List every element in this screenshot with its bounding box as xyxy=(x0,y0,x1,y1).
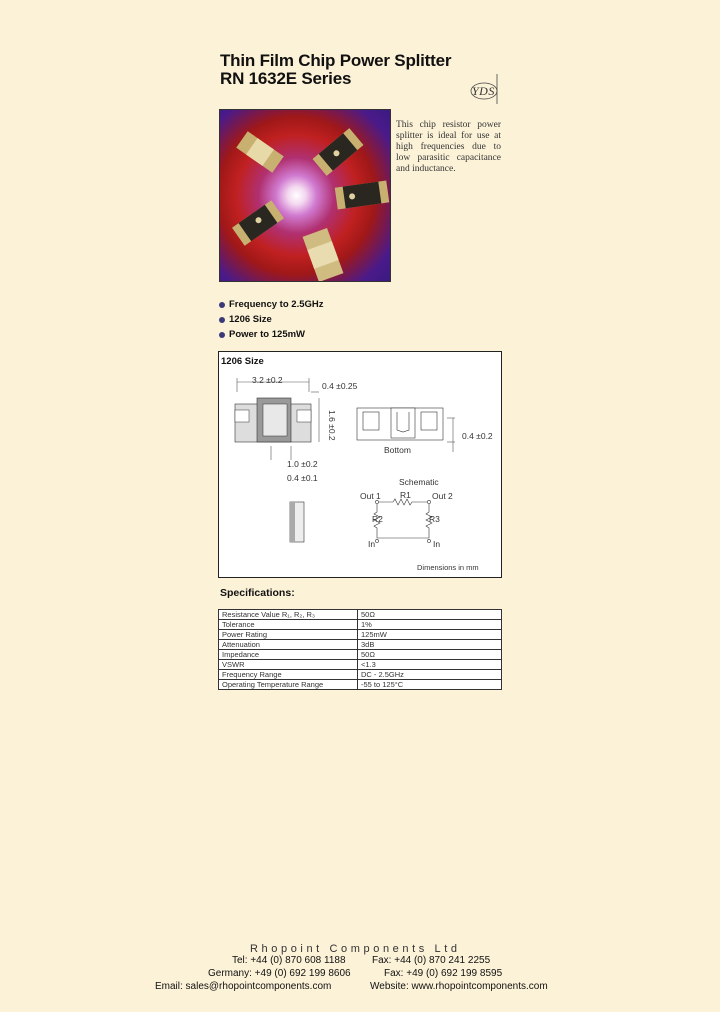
table-row xyxy=(219,670,502,680)
de-tel: Germany: +49 (0) 692 199 8606 xyxy=(208,968,351,979)
spec-value: 1% xyxy=(358,620,502,630)
email-link[interactable]: Email: sales@rhopointcomponents.com xyxy=(155,981,332,992)
pad-top-label: 0.4 ±0.25 xyxy=(322,381,358,391)
feature-item xyxy=(219,312,324,327)
spec-param: Power Rating xyxy=(219,630,358,640)
in-right-label: In xyxy=(433,539,441,549)
uk-fax: Fax: +44 (0) 870 241 2255 xyxy=(372,955,491,966)
spec-value: 125mW xyxy=(358,630,502,640)
de-fax: Fax: +49 (0) 692 199 8595 xyxy=(384,968,503,979)
dimension-drawing xyxy=(218,351,502,578)
feature-list xyxy=(219,297,324,342)
chip-top-left xyxy=(236,131,284,173)
website-link[interactable]: Website: www.rhopointcomponents.com xyxy=(370,981,548,992)
bottom-pad-center xyxy=(391,408,415,438)
feature-item xyxy=(219,327,324,342)
bottom-pad-left xyxy=(363,412,379,430)
feature-power: Power to 125mW xyxy=(229,329,306,340)
chip-right xyxy=(335,180,390,209)
dimension-svg xyxy=(219,352,501,577)
width-label: 1.6 ±0.2 xyxy=(327,410,337,441)
product-photo xyxy=(219,109,391,282)
chip-left xyxy=(232,200,284,246)
r2-label: R2 xyxy=(372,514,383,524)
schematic-label: Schematic xyxy=(399,477,439,487)
title-line-1: Thin Film Chip Power Splitter xyxy=(220,51,452,70)
spec-value: <1.3 xyxy=(358,660,502,670)
chip-side-edge xyxy=(290,502,295,542)
spec-param: Resistance Value R₁, R₂, R₃ xyxy=(219,610,358,620)
spec-value: 50Ω xyxy=(358,610,502,620)
r1-label: R1 xyxy=(400,490,411,500)
table-row xyxy=(219,620,502,630)
bullet-icon xyxy=(219,332,225,338)
chip-pad-right xyxy=(297,410,311,422)
spec-value: -55 to 125°C xyxy=(358,680,502,690)
page-title xyxy=(220,52,451,88)
table-row xyxy=(219,630,502,640)
feature-size: 1206 Size xyxy=(229,314,272,325)
pad-len-label: 1.0 ±0.2 xyxy=(287,459,318,469)
chip-film xyxy=(263,404,287,436)
feature-frequency: Frequency to 2.5GHz xyxy=(229,299,324,310)
spec-param: Tolerance xyxy=(219,620,358,630)
out1-label: Out 1 xyxy=(360,491,381,501)
table-row xyxy=(219,650,502,660)
uk-tel: Tel: +44 (0) 870 608 1188 xyxy=(232,955,346,966)
spec-param: Attenuation xyxy=(219,640,358,650)
spec-value: 3dB xyxy=(358,640,502,650)
chip-top-right xyxy=(313,128,364,176)
bottom-pad-right xyxy=(421,412,437,430)
specifications-table xyxy=(218,609,502,690)
out2-label: Out 2 xyxy=(432,491,453,501)
r3-label: R3 xyxy=(429,514,440,524)
logo-text: YDS xyxy=(472,84,495,98)
length-label: 3.2 ±0.2 xyxy=(252,375,283,385)
table-row xyxy=(219,680,502,690)
specifications-heading: Specifications: xyxy=(220,587,295,599)
thickness-label: 0.4 ±0.1 xyxy=(287,473,318,483)
spec-value: 50Ω xyxy=(358,650,502,660)
in-left-terminal xyxy=(375,539,378,542)
bullet-icon xyxy=(219,317,225,323)
bottom-label: Bottom xyxy=(384,445,411,455)
intro-text: This chip resistor power splitter is ideal for use at high frequencies due to low parasitic capacitance and inductance. xyxy=(396,119,501,174)
in-right-terminal xyxy=(427,539,430,542)
bullet-icon xyxy=(219,302,225,308)
company-name: Rhopoint Components Ltd xyxy=(250,943,461,955)
spec-param: Impedance xyxy=(219,650,358,660)
spec-value: DC - 2.5GHz xyxy=(358,670,502,680)
spec-param: Operating Temperature Range xyxy=(219,680,358,690)
chip-photo-illustration xyxy=(220,110,390,281)
table-row xyxy=(219,610,502,620)
pad-right-label: 0.4 ±0.2 xyxy=(462,431,493,441)
title-line-2: RN 1632E Series xyxy=(220,69,352,88)
spec-param: Frequency Range xyxy=(219,670,358,680)
dimensions-note: Dimensions in mm xyxy=(417,563,479,572)
table-row xyxy=(219,660,502,670)
feature-item xyxy=(219,297,324,312)
chip-pad-left xyxy=(235,410,249,422)
table-row xyxy=(219,640,502,650)
in-left-label: In xyxy=(368,539,376,549)
chip-bottom xyxy=(303,228,344,281)
out2-terminal xyxy=(427,500,430,503)
spec-param: VSWR xyxy=(219,660,358,670)
drawing-heading: 1206 Size xyxy=(221,356,264,367)
